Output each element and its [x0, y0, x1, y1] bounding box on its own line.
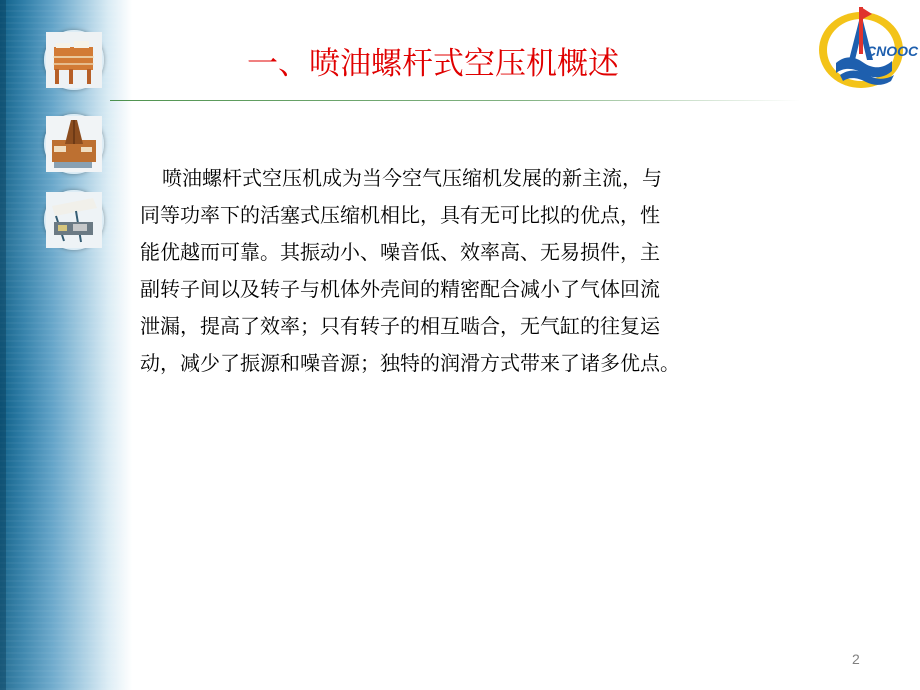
title-divider — [110, 100, 800, 101]
paragraph-line-3: 能优越而可靠。其振动小、噪音低、效率高、无易损件，主 — [140, 240, 660, 264]
paragraph-line-6: 动，减少了振源和噪音源；独特的润滑方式带来了诸多优点。 — [140, 351, 680, 375]
paragraph-line-1: 喷油螺杆式空压机成为当今空气压缩机发展的新主流，与 — [162, 166, 662, 190]
paragraph-line-2: 同等功率下的活塞式压缩机相比，具有无可比拟的优点，性 — [140, 203, 660, 227]
cnooc-logo-text: CNOOC — [866, 43, 919, 59]
page-number: 2 — [852, 651, 860, 667]
paragraph-line-5: 泄漏，提高了效率；只有转子的相互啮合，无气缸的往复运 — [140, 314, 660, 338]
drilling-rig-photo-icon — [44, 114, 104, 174]
offshore-platform-photo-icon — [44, 30, 104, 90]
paragraph-line-4: 副转子间以及转子与机体外壳间的精密配合减小了气体回流 — [140, 277, 660, 301]
production-deck-photo-icon — [44, 190, 104, 250]
slide-title: 一、喷油螺杆式空压机概述 — [247, 46, 619, 82]
body-paragraph — [140, 160, 820, 382]
left-decorative-strip — [0, 0, 132, 690]
cnooc-logo-icon — [812, 5, 919, 95]
